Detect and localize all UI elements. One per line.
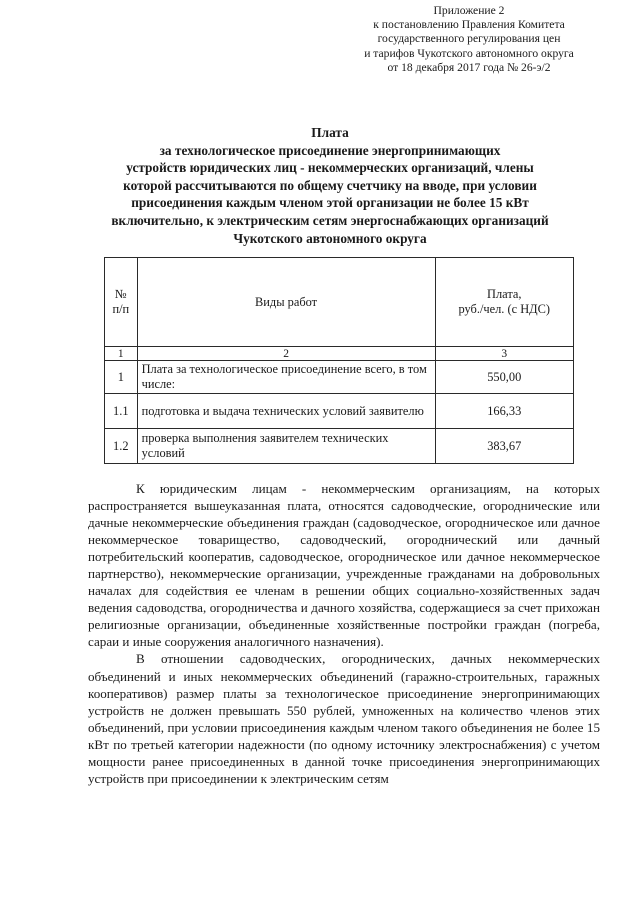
table-row (105, 394, 574, 429)
title-line: присоединения каждым членом этой организации не более 15 кВт (131, 195, 529, 211)
row-fee-cell: 383,67 (435, 429, 573, 464)
fee-table (104, 257, 574, 464)
header-work-cell: Виды работ (137, 258, 435, 347)
index-cell: 2 (137, 347, 435, 361)
header-num-cell (105, 258, 138, 347)
row-work-cell: Плата за технологическое присоединение всего, в том числе: (137, 361, 435, 394)
table-header-row (105, 258, 574, 347)
row-fee-cell: 550,00 (435, 361, 573, 394)
title-line: Чукотского автономного округа (233, 230, 427, 246)
paragraph: В отношении садоводческих, огороднических, дачных некоммерческих объединений и иных некоммерческих объединений (гаражно-строительных, гаражных кооперативов) размер платы за технологическое присоединение энергопринимающих устройств не должен превышать 550 рублей, умноженных на количество членов этих объединений, при условии присоединения каждым членом такого объединения не более 15 кВт по третьей категории надежности (по одному источнику электроснабжения) с учетом мощности ранее присоединенных в данной точке присоединения энергопринимающих устройств при присоединении к электрическим сетям (88, 651, 600, 786)
appendix-line: к постановлению Правления Комитета (373, 18, 565, 32)
index-cell: 3 (435, 347, 573, 361)
row-num-cell: 1.2 (105, 429, 138, 464)
title-line: за технологическое присоединение энергопринимающих (159, 142, 501, 158)
row-work-cell: подготовка и выдача технических условий заявителю (137, 394, 435, 429)
title-line: Плата (311, 125, 349, 140)
header-fee-cell (435, 258, 573, 347)
header-num-line1: № (114, 287, 127, 301)
table-row (105, 361, 574, 394)
appendix-line: Приложение 2 (433, 4, 505, 17)
appendix-header (330, 4, 608, 75)
paragraph: К юридическим лицам - некоммерческим организациям, на которых распространяется вышеуказанная плата, относятся садоводческие, огороднические или дачные некоммерческие объединения граждан (садоводческое, огородническое или дачное некоммерческое товарищество, садоводческий, огороднический или дачный потребительский кооператив, садоводческое, огородническое или дачное некоммерческое партнерство), некоммерческие организации, учрежденные гражданами на добровольных началах для содействия ее членам в решении общих социально-хозяйственных задач ведения садоводства, огородничества и дачного хозяйства, содержащиеся за счет прихожан религиозные организации, объединенные хозяйственные постройки граждан (погреба, сараи и иные сооружения аналогичного назначения). (88, 481, 600, 650)
title-line: устройств юридических лиц - некоммерческих организаций, члены (126, 160, 534, 176)
appendix-line: от 18 декабря 2017 года № 26-э/2 (387, 60, 551, 74)
row-num-cell: 1 (105, 361, 138, 394)
header-fee-line1: Плата, (487, 287, 522, 301)
title-line: которой рассчитываются по общему счетчику на вводе, при условии (123, 177, 537, 193)
title-line: включительно, к электрическим сетям энергоснабжающих организаций (111, 212, 549, 228)
document-title (60, 124, 600, 247)
appendix-line: государственного регулирования цен (377, 32, 561, 46)
header-num-line2: п/п (112, 302, 130, 316)
row-work-cell: проверка выполнения заявителем технических условий (137, 429, 435, 464)
index-cell: 1 (105, 347, 138, 361)
row-num-cell: 1.1 (105, 394, 138, 429)
body-text (88, 480, 600, 787)
table-index-row (105, 347, 574, 361)
table-row (105, 429, 574, 464)
header-fee-line2: руб./чел. (с НДС) (458, 302, 551, 316)
row-fee-cell: 166,33 (435, 394, 573, 429)
appendix-line: и тарифов Чукотского автономного округа (364, 46, 574, 60)
